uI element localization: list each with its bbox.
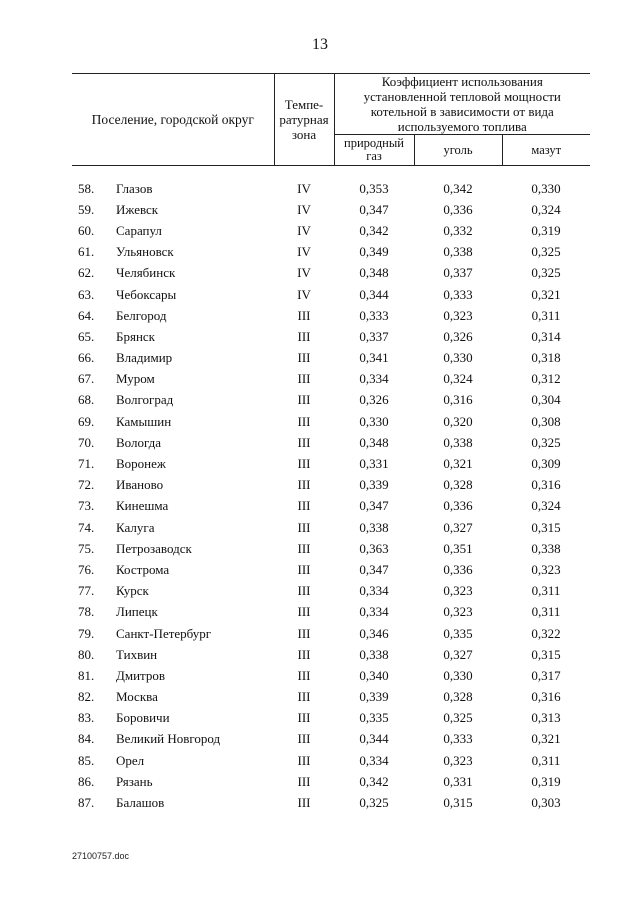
header-coef-line2: установленной тепловой мощности xyxy=(363,89,561,104)
place-cell xyxy=(72,517,274,538)
row-number: 72. xyxy=(78,477,95,493)
temperature-zone: III xyxy=(297,752,311,768)
natural-gas-value: 0,340 xyxy=(359,667,389,683)
place-cell xyxy=(72,538,274,559)
temperature-zone: III xyxy=(297,371,311,387)
natural-gas-value: 0,326 xyxy=(359,392,389,408)
table-row xyxy=(72,242,590,263)
natural-gas-value: 0,353 xyxy=(359,180,389,196)
place-cell xyxy=(72,432,274,453)
place-name: Петрозаводск xyxy=(116,540,192,556)
fuel-oil-value: 0,311 xyxy=(531,604,561,620)
place-cell xyxy=(72,199,274,220)
temperature-zone: III xyxy=(297,646,311,662)
natural-gas-value: 0,342 xyxy=(359,773,389,789)
temperature-zone: IV xyxy=(297,244,311,260)
table-row xyxy=(72,411,590,432)
table-row xyxy=(72,602,590,623)
row-number: 77. xyxy=(78,583,95,599)
header-coefficient xyxy=(334,74,590,135)
place-cell xyxy=(72,581,274,602)
temperature-zone: III xyxy=(297,561,311,577)
coal-value: 0,336 xyxy=(443,201,473,217)
natural-gas-value: 0,348 xyxy=(359,434,389,450)
fuel-oil-value: 0,322 xyxy=(531,625,561,641)
temperature-zone: III xyxy=(297,773,311,789)
temperature-zone: III xyxy=(297,456,311,472)
natural-gas-value: 0,335 xyxy=(359,710,389,726)
header-gas-line1: природный xyxy=(344,136,404,150)
temperature-zone: III xyxy=(297,413,311,429)
header-gas-line2: газ xyxy=(366,149,382,163)
fuel-oil-value: 0,312 xyxy=(531,371,561,387)
coal-value: 0,324 xyxy=(443,371,473,387)
temperature-zone: III xyxy=(297,731,311,747)
fuel-oil-value: 0,308 xyxy=(531,413,561,429)
header-zone-line1: Темпе- xyxy=(284,97,324,112)
fuel-oil-value: 0,315 xyxy=(531,646,561,662)
temperature-zone: III xyxy=(297,350,311,366)
table-row xyxy=(72,687,590,708)
place-cell xyxy=(72,496,274,517)
table-row xyxy=(72,644,590,665)
place-cell xyxy=(72,665,274,686)
fuel-oil-value: 0,321 xyxy=(531,731,561,747)
natural-gas-value: 0,339 xyxy=(359,477,389,493)
natural-gas-value: 0,348 xyxy=(359,265,389,281)
temperature-zone: IV xyxy=(297,286,311,302)
table-row xyxy=(72,517,590,538)
place-cell xyxy=(72,644,274,665)
natural-gas-value: 0,363 xyxy=(359,540,389,556)
row-number: 60. xyxy=(78,222,95,238)
header-zone xyxy=(274,74,334,166)
fuel-oil-value: 0,324 xyxy=(531,201,561,217)
place-name: Ижевск xyxy=(116,201,159,217)
fuel-oil-value: 0,313 xyxy=(531,710,561,726)
row-number: 85. xyxy=(78,752,95,768)
coal-value: 0,338 xyxy=(443,244,473,260)
row-number: 80. xyxy=(78,646,95,662)
place-name: Балашов xyxy=(116,795,165,811)
place-name: Муром xyxy=(116,371,155,387)
document-footer: 27100757.doc xyxy=(72,851,130,861)
place-cell xyxy=(72,242,274,263)
natural-gas-value: 0,334 xyxy=(359,752,389,768)
place-cell xyxy=(72,623,274,644)
temperature-zone: III xyxy=(297,477,311,493)
natural-gas-value: 0,347 xyxy=(359,561,389,577)
fuel-oil-value: 0,311 xyxy=(531,583,561,599)
fuel-oil-value: 0,316 xyxy=(531,477,561,493)
coal-value: 0,330 xyxy=(443,667,473,683)
coal-value: 0,336 xyxy=(443,561,473,577)
row-number: 59. xyxy=(78,201,95,217)
row-number: 69. xyxy=(78,413,95,429)
temperature-zone: III xyxy=(297,328,311,344)
table-row xyxy=(72,348,590,369)
row-number: 75. xyxy=(78,540,95,556)
row-number: 78. xyxy=(78,604,95,620)
place-name: Великий Новгород xyxy=(116,731,221,747)
header-coef-line1: Коэффициент использования xyxy=(381,74,543,89)
natural-gas-value: 0,341 xyxy=(359,350,389,366)
coal-value: 0,331 xyxy=(443,773,473,789)
row-number: 67. xyxy=(78,371,95,387)
natural-gas-value: 0,334 xyxy=(359,583,389,599)
natural-gas-value: 0,325 xyxy=(359,795,389,811)
natural-gas-value: 0,337 xyxy=(359,328,389,344)
place-cell xyxy=(72,326,274,347)
natural-gas-value: 0,342 xyxy=(359,222,389,238)
place-cell xyxy=(72,390,274,411)
row-number: 81. xyxy=(78,667,95,683)
temperature-zone: III xyxy=(297,434,311,450)
temperature-zone: III xyxy=(297,540,311,556)
place-cell xyxy=(72,687,274,708)
temperature-zone: IV xyxy=(297,222,311,238)
temperature-zone: III xyxy=(297,604,311,620)
fuel-oil-value: 0,314 xyxy=(531,328,561,344)
table-row xyxy=(72,432,590,453)
header-coef-line3: котельной в зависимости от вида xyxy=(370,104,554,119)
fuel-oil-value: 0,325 xyxy=(531,265,561,281)
row-number: 58. xyxy=(78,180,95,196)
natural-gas-value: 0,338 xyxy=(359,519,389,535)
temperature-zone: III xyxy=(297,667,311,683)
row-number: 62. xyxy=(78,265,95,281)
table-row xyxy=(72,199,590,220)
coal-value: 0,351 xyxy=(443,540,473,556)
temperature-zone: IV xyxy=(297,265,311,281)
fuel-oil-value: 0,304 xyxy=(531,392,561,408)
fuel-oil-value: 0,309 xyxy=(531,456,561,472)
row-number: 83. xyxy=(78,710,95,726)
place-cell xyxy=(72,729,274,750)
fuel-oil-value: 0,319 xyxy=(531,773,561,789)
table-body xyxy=(72,166,590,814)
coal-value: 0,330 xyxy=(443,350,473,366)
natural-gas-value: 0,334 xyxy=(359,604,389,620)
row-number: 79. xyxy=(78,625,95,641)
temperature-zone: III xyxy=(297,519,311,535)
place-cell xyxy=(72,263,274,284)
temperature-zone: III xyxy=(297,625,311,641)
table-row xyxy=(72,708,590,729)
temperature-zone: III xyxy=(297,498,311,514)
fuel-oil-value: 0,311 xyxy=(531,752,561,768)
place-cell xyxy=(72,369,274,390)
place-name: Волгоград xyxy=(116,392,174,408)
table-row xyxy=(72,178,590,199)
table-row xyxy=(72,475,590,496)
coal-value: 0,332 xyxy=(443,222,473,238)
table-row xyxy=(72,771,590,792)
row-number: 74. xyxy=(78,519,95,535)
fuel-oil-value: 0,330 xyxy=(531,180,561,196)
fuel-oil-value: 0,324 xyxy=(531,498,561,514)
place-name: Калуга xyxy=(116,519,155,535)
coal-value: 0,326 xyxy=(443,328,473,344)
natural-gas-value: 0,347 xyxy=(359,498,389,514)
fuel-oil-value: 0,311 xyxy=(531,307,561,323)
coal-value: 0,327 xyxy=(443,519,473,535)
coal-value: 0,316 xyxy=(443,392,473,408)
header-fuel-oil: мазут xyxy=(502,135,590,166)
place-cell xyxy=(72,348,274,369)
boiler-coefficient-table xyxy=(72,73,590,814)
table-row xyxy=(72,263,590,284)
place-name: Санкт-Петербург xyxy=(116,625,212,641)
place-name: Глазов xyxy=(116,180,153,196)
table-row xyxy=(72,453,590,474)
place-cell xyxy=(72,305,274,326)
natural-gas-value: 0,349 xyxy=(359,244,389,260)
place-cell xyxy=(72,453,274,474)
place-name: Сарапул xyxy=(116,222,162,238)
fuel-oil-value: 0,318 xyxy=(531,350,561,366)
place-name: Челябинск xyxy=(116,265,176,281)
coal-value: 0,335 xyxy=(443,625,473,641)
table-row xyxy=(72,623,590,644)
row-number: 63. xyxy=(78,286,95,302)
temperature-zone: III xyxy=(297,689,311,705)
fuel-oil-value: 0,325 xyxy=(531,244,561,260)
row-number: 86. xyxy=(78,773,95,789)
table-row xyxy=(72,305,590,326)
place-name: Брянск xyxy=(116,328,155,344)
coal-value: 0,333 xyxy=(443,286,473,302)
place-cell xyxy=(72,284,274,305)
place-cell xyxy=(72,771,274,792)
temperature-zone: IV xyxy=(297,201,311,217)
place-name: Воронеж xyxy=(116,456,166,472)
natural-gas-value: 0,344 xyxy=(359,286,389,302)
place-name: Москва xyxy=(116,689,158,705)
coal-value: 0,327 xyxy=(443,646,473,662)
temperature-zone: III xyxy=(297,795,311,811)
place-cell xyxy=(72,411,274,432)
place-cell xyxy=(72,750,274,771)
place-name: Кострома xyxy=(116,561,170,577)
row-number: 61. xyxy=(78,244,95,260)
place-name: Владимир xyxy=(116,350,173,366)
fuel-oil-value: 0,321 xyxy=(531,286,561,302)
coal-value: 0,321 xyxy=(443,456,473,472)
natural-gas-value: 0,330 xyxy=(359,413,389,429)
place-name: Кинешма xyxy=(116,498,169,514)
fuel-oil-value: 0,323 xyxy=(531,561,561,577)
natural-gas-value: 0,334 xyxy=(359,371,389,387)
table-row xyxy=(72,792,590,813)
row-number: 76. xyxy=(78,561,95,577)
place-cell xyxy=(72,220,274,241)
header-place: Поселение, городской округ xyxy=(72,74,274,166)
natural-gas-value: 0,344 xyxy=(359,731,389,747)
row-number: 84. xyxy=(78,731,95,747)
temperature-zone: III xyxy=(297,710,311,726)
place-name: Рязань xyxy=(116,773,153,789)
table-row xyxy=(72,496,590,517)
temperature-zone: III xyxy=(297,392,311,408)
fuel-oil-value: 0,316 xyxy=(531,689,561,705)
natural-gas-value: 0,346 xyxy=(359,625,389,641)
natural-gas-value: 0,338 xyxy=(359,646,389,662)
place-cell xyxy=(72,602,274,623)
row-number: 73. xyxy=(78,498,95,514)
table-row xyxy=(72,326,590,347)
coal-value: 0,315 xyxy=(443,795,473,811)
coal-value: 0,338 xyxy=(443,434,473,450)
table-row xyxy=(72,369,590,390)
coal-value: 0,323 xyxy=(443,583,473,599)
temperature-zone: IV xyxy=(297,180,311,196)
row-number: 68. xyxy=(78,392,95,408)
row-number: 71. xyxy=(78,456,95,472)
place-name: Липецк xyxy=(116,604,158,620)
fuel-oil-value: 0,303 xyxy=(531,795,561,811)
natural-gas-value: 0,333 xyxy=(359,307,389,323)
place-cell xyxy=(72,708,274,729)
row-number: 66. xyxy=(78,350,95,366)
fuel-oil-value: 0,319 xyxy=(531,222,561,238)
temperature-zone: III xyxy=(297,583,311,599)
fuel-oil-value: 0,338 xyxy=(531,540,561,556)
place-name: Дмитров xyxy=(116,667,166,683)
coal-value: 0,342 xyxy=(443,180,473,196)
place-cell xyxy=(72,792,274,813)
place-name: Тихвин xyxy=(116,646,158,662)
table-row xyxy=(72,581,590,602)
table-row xyxy=(72,538,590,559)
row-number: 82. xyxy=(78,689,95,705)
natural-gas-value: 0,347 xyxy=(359,201,389,217)
coal-value: 0,323 xyxy=(443,307,473,323)
fuel-oil-value: 0,325 xyxy=(531,434,561,450)
place-cell xyxy=(72,178,274,199)
place-name: Ульяновск xyxy=(116,244,174,260)
row-number: 65. xyxy=(78,328,95,344)
header-coef-line4: используемого топлива xyxy=(397,119,527,134)
page-number: 13 xyxy=(312,36,328,53)
coal-value: 0,328 xyxy=(443,477,473,493)
coal-value: 0,337 xyxy=(443,265,473,281)
table-row xyxy=(72,665,590,686)
place-name: Чебоксары xyxy=(116,286,177,302)
coal-value: 0,328 xyxy=(443,689,473,705)
table-row xyxy=(72,729,590,750)
place-name: Вологда xyxy=(116,434,162,450)
place-name: Иваново xyxy=(116,477,164,493)
table-row xyxy=(72,220,590,241)
place-cell xyxy=(72,559,274,580)
place-name: Белгород xyxy=(116,307,167,323)
header-zone-line2: ратурная xyxy=(279,112,329,127)
table-row xyxy=(72,390,590,411)
table-row xyxy=(72,750,590,771)
row-number: 64. xyxy=(78,307,95,323)
coal-value: 0,333 xyxy=(443,731,473,747)
natural-gas-value: 0,331 xyxy=(359,456,389,472)
natural-gas-value: 0,339 xyxy=(359,689,389,705)
fuel-oil-value: 0,315 xyxy=(531,519,561,535)
place-cell xyxy=(72,475,274,496)
place-name: Камышин xyxy=(116,413,172,429)
place-name: Курск xyxy=(116,583,149,599)
coal-value: 0,336 xyxy=(443,498,473,514)
coal-value: 0,323 xyxy=(443,752,473,768)
header-natural-gas xyxy=(334,135,414,166)
header-coal: уголь xyxy=(414,135,502,166)
place-name: Боровичи xyxy=(116,710,170,726)
place-name: Орел xyxy=(116,752,145,768)
fuel-oil-value: 0,317 xyxy=(531,667,561,683)
temperature-zone: III xyxy=(297,307,311,323)
table-row xyxy=(72,559,590,580)
row-number: 70. xyxy=(78,434,95,450)
header-zone-line3: зона xyxy=(291,127,317,142)
coal-value: 0,325 xyxy=(443,710,473,726)
table-row xyxy=(72,284,590,305)
row-number: 87. xyxy=(78,795,95,811)
coal-value: 0,320 xyxy=(443,413,473,429)
coal-value: 0,323 xyxy=(443,604,473,620)
